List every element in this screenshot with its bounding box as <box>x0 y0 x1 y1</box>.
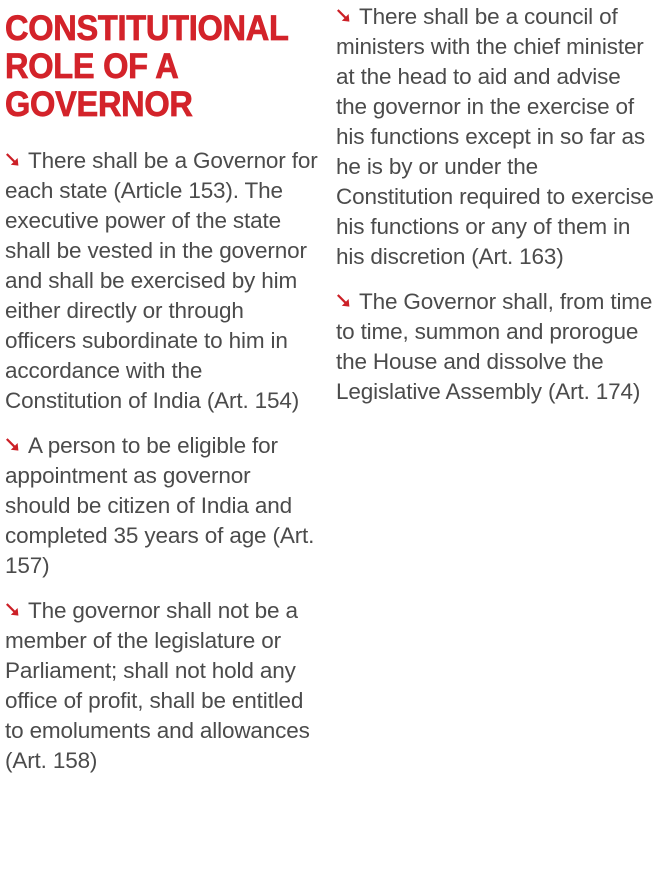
list-item <box>336 287 655 407</box>
list-item <box>5 596 318 776</box>
list-item <box>336 2 655 272</box>
arrow-down-right-icon <box>5 436 23 454</box>
arrow-down-right-icon <box>336 292 354 310</box>
list-item <box>5 146 318 416</box>
arrow-down-right-icon <box>336 7 354 25</box>
list-item <box>5 431 318 581</box>
list-item-text: A person to be eligible for appointment as governor should be citizen of India and completed 35 years of age (Art. 157) <box>5 433 315 578</box>
left-column <box>0 0 330 776</box>
list-item-text: There shall be a council of ministers with the chief minister at the head to aid and advise the governor in the exercise of his functions except in so far as he is by or under the Constitution required to exercise his functions or any of them in his discretion (Art. 163) <box>336 4 654 269</box>
right-column <box>330 0 657 407</box>
list-item-text: There shall be a Governor for each state (Article 153). The executive power of the state shall be vested in the governor and shall be exercised by him either directly or through officers subordinate to him in accordance with the Constitution of India (Art. 154) <box>5 148 318 413</box>
list-item-text: The governor shall not be a member of the legislature or Parliament; shall not hold any office of profit, shall be entitled to emoluments and allowances (Art. 158) <box>5 598 310 773</box>
page-title: CONSTITUTIONAL ROLE OF A GOVERNOR <box>5 9 289 124</box>
list-item-text: The Governor shall, from time to time, summon and prorogue the House and dissolve the Legislative Assembly (Art. 174) <box>336 289 653 404</box>
arrow-down-right-icon <box>5 601 23 619</box>
arrow-down-right-icon <box>5 151 23 169</box>
